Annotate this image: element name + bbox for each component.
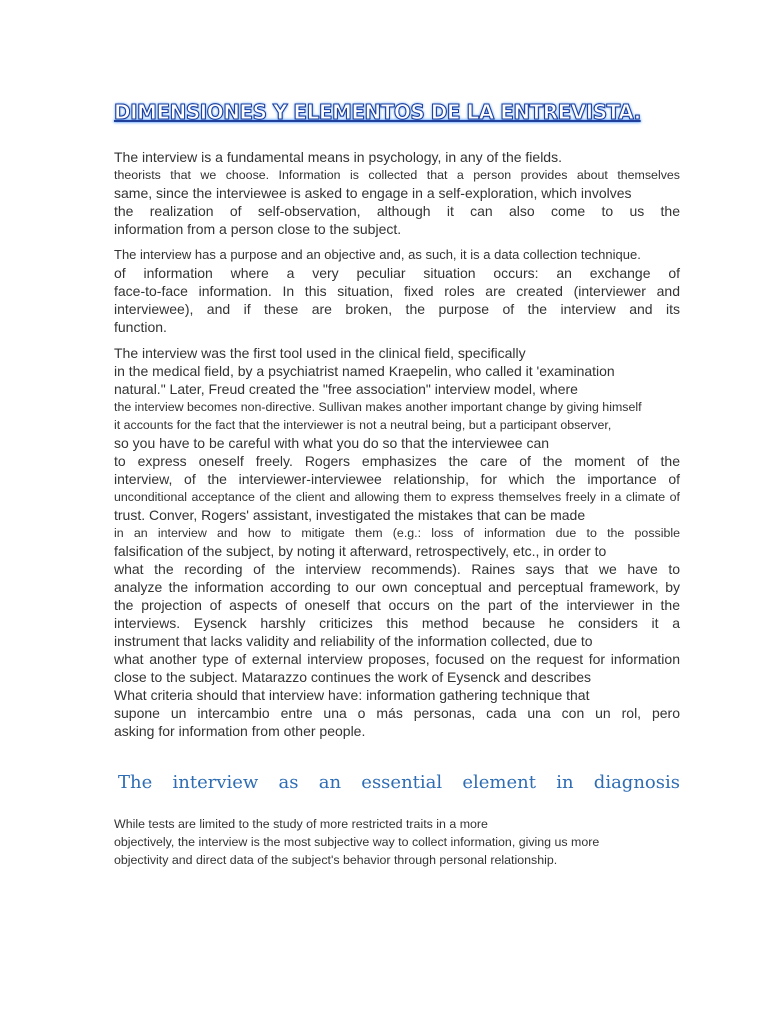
text-line: instrument that lacks validity and reliability of the information collected, due to [114, 633, 593, 649]
text-line: supone un intercambio entre una o más personas, cada una con un rol, pero [114, 705, 680, 721]
text-line: interviewee), and if these are broken, the purpose of the interview and its [114, 301, 680, 317]
paragraph [114, 246, 680, 336]
paragraph [114, 148, 680, 238]
text-line: The interview is a fundamental means in psychology, in any of the fields. [114, 149, 562, 165]
text-line: the interview becomes non-directive. Sullivan makes another important change by giving himself [114, 400, 642, 414]
text-line: falsification of the subject, by noting it afterward, retrospectively, etc., in order to [114, 543, 607, 559]
document-page [114, 96, 680, 869]
text-line: of information where a very peculiar situation occurs: an exchange of [114, 265, 680, 281]
text-line: to express oneself freely. Rogers emphasizes the care of the moment of the [114, 453, 680, 469]
text-line: natural." Later, Freud created the "free association" interview model, where [114, 381, 578, 397]
text-line: asking for information from other people. [114, 723, 366, 739]
document-title: DIMENSIONES Y ELEMENTOS DE LA ENTREVISTA. [114, 100, 641, 124]
text-line: close to the subject. Matarazzo continues the work of Eysenck and describes [114, 669, 592, 685]
text-line: information from a person close to the subject. [114, 221, 402, 237]
section-heading-text: The interview as an essential element in diagnosis [118, 772, 680, 793]
text-line: The interview has a purpose and an objective and, as such, it is a data collection technique. [114, 247, 641, 262]
text-line: objectively, the interview is the most subjective way to collect information, giving us more [114, 835, 600, 849]
text-line: interviews. Eysenck harshly criticizes this method because he considers it a [114, 615, 680, 631]
text-line: so you have to be careful with what you do so that the interviewee can [114, 435, 550, 451]
text-line: What criteria should that interview have: information gathering technique that [114, 687, 590, 703]
text-line: While tests are limited to the study of more restricted traits in a more [114, 817, 488, 831]
text-line: in an interview and how to mitigate them (e.g.: loss of information due to the possible [114, 526, 680, 540]
text-line: function. [114, 319, 167, 335]
closing-paragraph [114, 815, 680, 869]
text-line: analyze the information according to our own conceptual and perceptual framework, by [114, 579, 680, 595]
text-line: face-to-face information. In this situation, fixed roles are created (interviewer and [114, 283, 680, 299]
text-line: theorists that we choose. Information is collected that a person provides about themselves [114, 168, 680, 182]
text-line: trust. Conver, Rogers' assistant, investigated the mistakes that can be made [114, 507, 586, 523]
text-line: objectivity and direct data of the subject's behavior through personal relationship. [114, 853, 558, 867]
text-line: the projection of aspects of oneself that occurs on the part of the interviewer in the [114, 597, 680, 613]
text-line: the realization of self-observation, although it can also come to us the [114, 203, 680, 219]
text-line: The interview was the first tool used in the clinical field, specifically [114, 345, 526, 361]
text-line: what another type of external interview proposes, focused on the request for information [114, 651, 680, 667]
text-line: in the medical field, by a psychiatrist named Kraepelin, who called it 'examination [114, 363, 615, 379]
section-heading [114, 772, 680, 793]
text-line: unconditional acceptance of the client and allowing them to express themselves freely in a climate of [114, 490, 680, 504]
text-line: same, since the interviewee is asked to engage in a self-exploration, which involves [114, 185, 632, 201]
body-text [114, 148, 680, 740]
text-line: what the recording of the interview recommends). Raines says that we have to [114, 561, 680, 577]
text-line: it accounts for the fact that the interviewer is not a neutral being, but a participant observer, [114, 418, 612, 432]
text-line: interview, of the interviewer-interviewee relationship, for which the importance of [114, 471, 680, 487]
paragraph [114, 344, 680, 740]
